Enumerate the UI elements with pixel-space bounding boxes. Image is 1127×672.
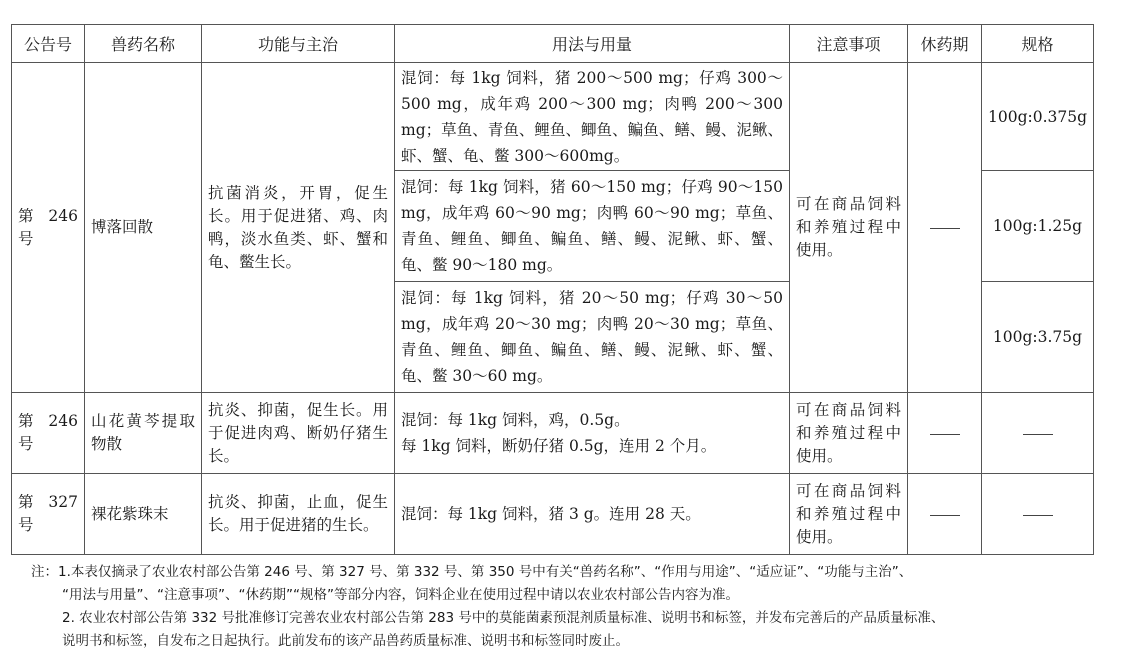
withdrawal-cell [908,393,982,474]
usage-cell: 混饲：每 1kg 饲料，猪 60～150 mg；仔鸡 90～150 mg，成年鸡 60～90 mg；肉鸭 60～90 mg；草鱼、青鱼、鲤鱼、鲫鱼、鳊鱼、鳝、鳗、泥鳅、虾、蟹、龟、鳖 90～180 mg。 [395,171,790,282]
table-row [12,474,1094,555]
spec-cell [982,393,1094,474]
header-usage: 用法与用量 [395,25,790,63]
usage-line: 混饲：每 1kg 饲料，鸡，0.5g。 [401,411,630,429]
header-announcement: 公告号 [12,25,85,63]
header-spec: 规格 [982,25,1094,63]
drug-name-cell: 裸花紫珠末 [85,474,202,555]
usage-cell: 混饲：每 1kg 饲料，猪 200～500 mg；仔鸡 300～500 mg，成年鸡 200～300 mg；肉鸭 200～300 mg；草鱼、青鱼、鲤鱼、鲫鱼、鳊鱼、鳝、鳗、泥鳅、虾、蟹、龟、鳖 300～600mg。 [395,63,790,171]
drug-name-cell: 博落回散 [85,63,202,393]
usage-cell: 混饲：每 1kg 饲料，猪 20～50 mg；仔鸡 30～50 mg，成年鸡 20～30 mg；肉鸭 20～30 mg；草鱼、青鱼、鲤鱼、鲫鱼、鳊鱼、鳝、鳗、泥鳅、虾、蟹、龟、鳖 30～60 mg。 [395,282,790,393]
usage-line: 每 1kg 饲料，断奶仔猪 0.5g，连用 2 个月。 [401,437,717,455]
spec-cell: 100g:3.75g [982,282,1094,393]
header-withdrawal: 休药期 [908,25,982,63]
footnote-line: 说明书和标签，自发布之日起执行。此前发布的该产品兽药质量标准、说明书和标签同时废止。 [62,633,629,649]
spec-cell [982,474,1094,555]
footnotes [31,561,1111,653]
function-cell: 抗菌消炎，开胃，促生长。用于促进猪、鸡、肉鸭，淡水鱼类、虾、蟹和龟、鳖生长。 [202,63,395,393]
announcement-cell: 第 246 号 [12,63,85,393]
header-row [12,25,1094,63]
table-row [12,393,1094,474]
usage-cell: 混饲：每 1kg 饲料，猪 3 g。连用 28 天。 [395,474,790,555]
function-cell: 抗炎、抑菌，促生长。用于促进肉鸡、断奶仔猪生长。 [202,393,395,474]
function-cell: 抗炎、抑菌，止血，促生长。用于促进猪的生长。 [202,474,395,555]
spec-cell: 100g:0.375g [982,63,1094,171]
footnote-line: 2. 农业农村部公告第 332 号批准修订完善农业农村部公告第 283 号中的莫能菌素预混剂质量标准、说明书和标签，并发布完善后的产品质量标准、 [62,610,945,626]
dash-mark [930,228,960,229]
note-cell: 可在商品饲料和养殖过程中使用。 [790,393,908,474]
table-row [12,63,1094,171]
announcement-cell: 第 327 号 [12,474,85,555]
drug-name-cell: 山花黄芩提取物散 [85,393,202,474]
announcement-cell: 第 246 号 [12,393,85,474]
spec-cell: 100g:1.25g [982,171,1094,282]
footnote-line: “用法与用量”、“注意事项”、“休药期”“规格”等部分内容，饲料企业在使用过程中请以农业农村部公告内容为准。 [62,587,739,603]
note-cell: 可在商品饲料和养殖过程中使用。 [790,63,908,393]
header-function: 功能与主治 [202,25,395,63]
dash-mark [930,434,960,435]
withdrawal-cell [908,63,982,393]
dash-mark [1023,434,1053,435]
note-cell: 可在商品饲料和养殖过程中使用。 [790,474,908,555]
footnote-line: 注：1.本表仅摘录了农业农村部公告第 246 号、第 327 号、第 332 号、第 350 号中有关“兽药名称”、“作用与用途”、“适应证”、“功能与主治”、 [31,564,913,580]
veterinary-drug-table [11,24,1094,555]
header-drug-name: 兽药名称 [85,25,202,63]
dash-mark [930,515,960,516]
withdrawal-cell [908,474,982,555]
usage-cell [395,393,790,474]
dash-mark [1023,515,1053,516]
header-notes: 注意事项 [790,25,908,63]
